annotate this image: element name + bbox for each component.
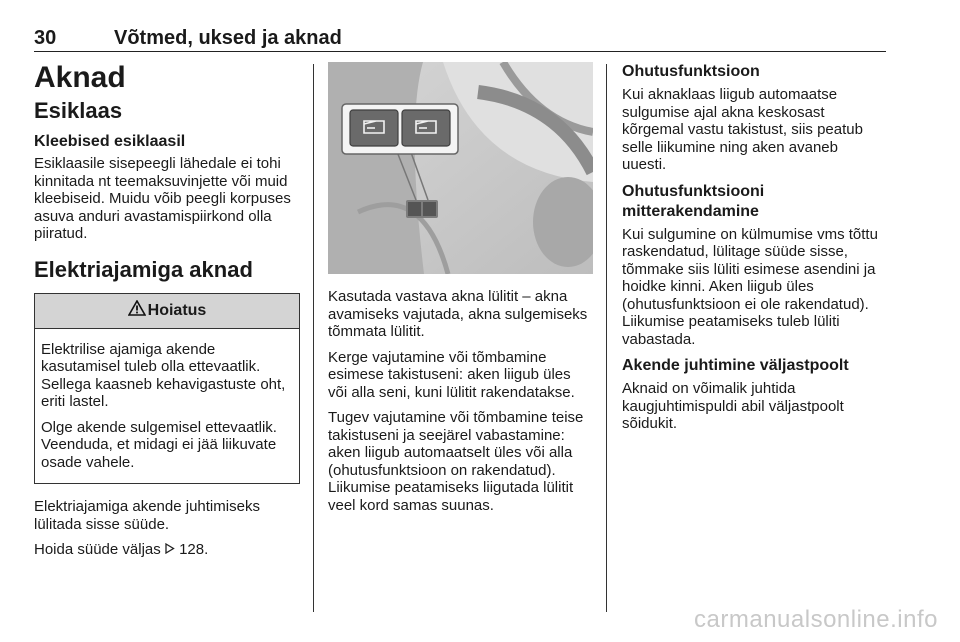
subsection-title: Esiklaas [34,98,123,123]
crossref-page[interactable]: 128. [174,541,209,558]
page-number: 30 [34,27,57,49]
paragraph: Kui aknaklaas liigub automaatse sulgumise ajal akna keskosast kõrgemal vastu takistust, siis peatub selle liikumine ning aken avaneb uuesti. [622,86,863,173]
warning-text: Olge akende sulgemisel ettevaatlik. Veenduda, et midagi ei jää liikuvate osade vahele. [41,418,277,471]
subsection-title: Elektriajamiga aknad [34,256,253,282]
warning-text: Elektrilise ajamiga akende kasutamisel tuleb olla ettevaatlik. Sellega kaasneb kehavigastuste oht, eriti lastel. [41,340,286,410]
paragraph: Kasutada vastava akna lülitit – akna avamiseks vajutada, akna sulgemiseks tõmmata lülitit. [328,288,588,340]
crossref-arrow-icon[interactable] [165,541,175,559]
watermark: carmanualsonline.info [694,606,938,633]
subheading-safety: Ohutusfunktsioon [622,63,760,80]
subheading-stickers: Kleebised esiklaasil [34,133,186,150]
warning-header [35,294,299,329]
warning-title: Hoiatus [147,301,207,319]
paragraph: Aknaid on võimalik juhtida kaugjuhtimispuldi abil väljastpoolt sõidukit. [622,380,844,432]
subheading-override: Ohutusfunktsiooni mitterakendamine [622,182,765,220]
column-left [34,62,300,567]
paragraph: Kui sulgumine on külmumise vms tõttu raskendatud, lülitage süüde sisse, tõmmake siis lüliti esimese asendini ja hoidke kinni. Aken liigub üles (ohutusfunktsioon ei ole rakendatud). Liikumise peatamiseks tuleb lüliti vabastada. [622,225,878,348]
warning-icon [128,300,146,321]
column-divider [606,64,607,612]
column-middle [328,62,593,522]
column-right [622,62,886,441]
warning-box [34,293,300,485]
subheading-remote: Akende juhtimine väljastpoolt [622,357,849,374]
paragraph-crossref [34,541,300,559]
paragraph: Kerge vajutamine või tõmbamine esimese takistuseni: aken liigub üles või alla seni, kuni lülitit rakendatakse. [328,348,575,401]
window-switch-illustration [328,62,593,274]
paragraph: Elektriajamiga akende juhtimiseks lülitada sisse süüde. [34,498,260,533]
column-divider [313,64,314,612]
crossref-text: Hoida süüde väljas [34,541,165,558]
paragraph: Tugev vajutamine või tõmbamine teise takistuseni ja seejärel vabastamine: aken liigub automaatselt üles või alla (ohutusfunktsioon on rakendatud). Liikumise peatamiseks liigutada lülitit veel kord samas suunas. [328,409,584,514]
paragraph: Esiklaasile sisepeegli lähedale ei tohi kinnitada nt teemaksuvinjette või muid kleebiseid. Muidu võib peegli korpuses asuva anduri avastamispiirkond olla piiratud. [34,155,291,242]
page-title: Võtmed, uksed ja aknad [114,27,342,49]
section-title: Aknad [34,61,126,94]
page-header [34,27,886,52]
